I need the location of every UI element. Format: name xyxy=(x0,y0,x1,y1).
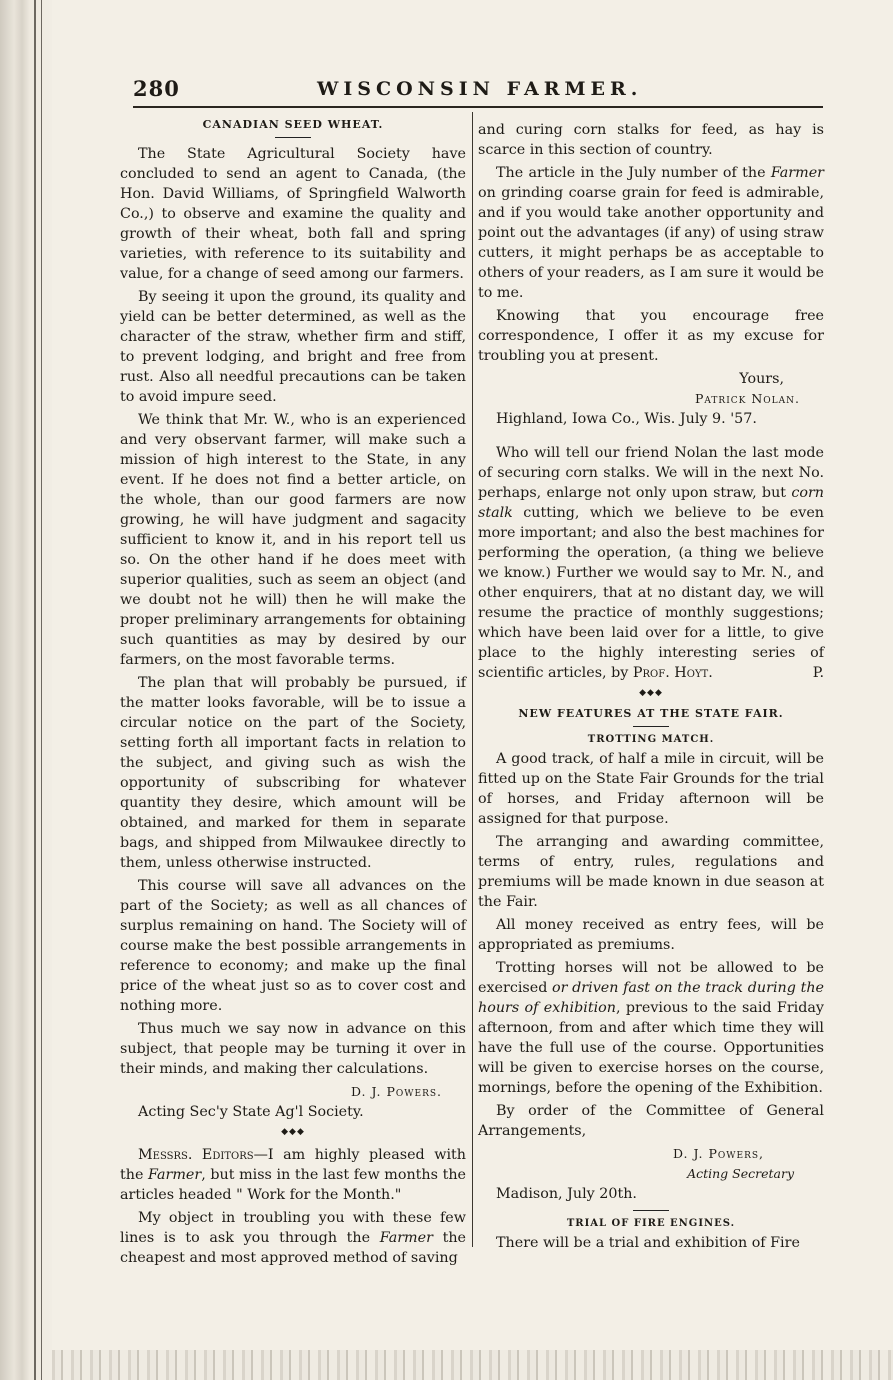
editor-initial: P. xyxy=(812,665,824,681)
signature-title: Acting Sec'y State Ag'l Society. xyxy=(138,1104,364,1120)
paragraph: and curing corn stalks for feed, as hay is scarce in this section of country. xyxy=(478,122,824,158)
paragraph: There will be a trial and exhibition of Fire xyxy=(496,1235,800,1251)
page-number: 280 xyxy=(133,76,180,101)
signature: D. J. Powers. xyxy=(350,1084,442,1099)
dateline: Madison, July 20th. xyxy=(496,1186,637,1202)
paragraph: Who will tell our friend Nolan the last mode of securing corn stalks. We will in the next No. perhaps, enlarge not only upon straw, but corn stalk cutting, which we believe to be even more important; and also the best machines for performing the operation, (a thing we believe we know.) Further we would say to Mr. N., and other enquirers, that at no distant day, we will resume the practice of monthly suggestions; which have been laid over for a little, to give place to the highly interesting series of scientific articles, by Prof. Hoyt. P. xyxy=(478,445,824,681)
letter-paragraph: Messrs. Editors—I am highly pleased with the Farmer, but miss in the last few months the articles headed " Work for the Month." xyxy=(120,1147,466,1203)
paragraph: By seeing it upon the ground, its quality and yield can be better determined, as well as the character of the straw, whether firm and stiff, to prevent lodging, and bright and free from rust. Also all needful precautions can be taken to avoid impure seed. xyxy=(120,289,466,405)
running-title: WISCONSIN FARMER. xyxy=(317,78,643,100)
dateline: Highland, Iowa Co., Wis. July 9. '57. xyxy=(496,411,757,427)
book-gutter xyxy=(0,0,52,1380)
paragraph: The arranging and awarding committee, terms of entry, rules, regulations and premiums will be made known in due season at the Fair. xyxy=(478,834,824,910)
paragraph: We think that Mr. W., who is an experienced and very observant farmer, will make such a mission of high interest to the State, in any event. If he does not find a better article, on the whole, than our good farmers are now growing, he will have judgment and sagacity sufficient to know it, and in his report tell us so. On the other hand if he does meet with superior qualities, such as seem an object (and we doubt not he will) then he will make the proper preliminary arrangements for obtaining such quantities as may by desired by our farmers, on the most favorable terms. xyxy=(120,412,466,668)
paragraph: Trotting horses will not be allowed to be exercised or driven fast on the track during the hours of exhibition, previous to the said Friday afternoon, from and after which time they will have the full use of the course. Opportunities will be given to exercise horses on the course, mornings, before the opening of the Exhibition. xyxy=(478,960,824,1096)
signature: D. J. Powers, xyxy=(672,1146,764,1161)
closing: Yours, xyxy=(739,371,784,387)
section-ornament: ◆◆◆ xyxy=(639,688,663,698)
writer-name: Patrick Nolan. xyxy=(695,391,800,406)
paragraph: The State Agricultural Society have concluded to send an agent to Canada, (the Hon. David Williams, of Springfield Walworth Co.,) to observe and examine the quality and growth of their wheat, both fall and spring varieties, with reference to its suitability and value, for a change of seed among our farmers. xyxy=(120,146,466,282)
letter-paragraph: My object in troubling you with these few lines is to ask you through the Farmer the cheapest and most approved method of saving xyxy=(120,1210,466,1266)
right-column xyxy=(478,120,824,1256)
article-heading: NEW FEATURES AT THE STATE FAIR. xyxy=(518,707,784,720)
paragraph: All money received as entry fees, will be appropriated as premiums. xyxy=(478,917,824,953)
section-ornament: ◆◆◆ xyxy=(281,1127,305,1137)
subheading: TRIAL OF FIRE ENGINES. xyxy=(566,1218,736,1229)
paragraph: A good track, of half a mile in circuit, will be fitted up on the State Fair Grounds for the trial of horses, and Friday afternoon will be assigned for that purpose. xyxy=(478,751,824,827)
gutter-line xyxy=(34,0,36,1380)
gutter-line xyxy=(41,0,42,1380)
paragraph: The plan that will probably be pursued, if the matter looks favorable, will be to issue a circular notice on the part of the Society, setting forth all important facts in relation to the subject, and giving such as wish the opportunity of subscribing for whatever quantity they desire, which amount will be obtained, and marked for them in separate bags, and shipped from Milwaukee directly to them, unless otherwise instructed. xyxy=(120,675,466,871)
letter-salutation: Messrs. Editors xyxy=(138,1147,254,1163)
paragraph: Thus much we say now in advance on this subject, that people may be turning it over in their minds, and making ther calculations. xyxy=(120,1021,466,1077)
paragraph: By order of the Committee of General Arrangements, xyxy=(478,1103,824,1139)
header-rule xyxy=(133,106,823,108)
paragraph: The article in the July number of the Farmer on grinding coarse grain for feed is admirable, and if you would take another opportunity and point out the advantages (if any) of using straw cutters, it might perhaps be as acceptable to others of your readers, as I am sure it would be to me. xyxy=(478,165,824,301)
article-heading: CANADIAN SEED WHEAT. xyxy=(202,118,384,131)
heading-rule xyxy=(633,1210,669,1211)
column-divider xyxy=(472,112,473,1247)
scan-edge xyxy=(52,1350,893,1380)
left-column xyxy=(120,115,466,1271)
signature-title: Acting Secretary xyxy=(687,1166,794,1181)
subheading: TROTTING MATCH. xyxy=(587,734,715,745)
heading-rule xyxy=(633,726,669,727)
paragraph: Knowing that you encourage free correspondence, I offer it as my excuse for troubling you at present. xyxy=(478,308,824,364)
heading-rule xyxy=(275,137,311,138)
paragraph: This course will save all advances on the part of the Society; as well as all chances of surplus remaining on hand. The Society will of course make the best possible arrangements in reference to economy; and make up the final price of the wheat just so as to cover cost and nothing more. xyxy=(120,878,466,1014)
page-header xyxy=(133,70,823,104)
